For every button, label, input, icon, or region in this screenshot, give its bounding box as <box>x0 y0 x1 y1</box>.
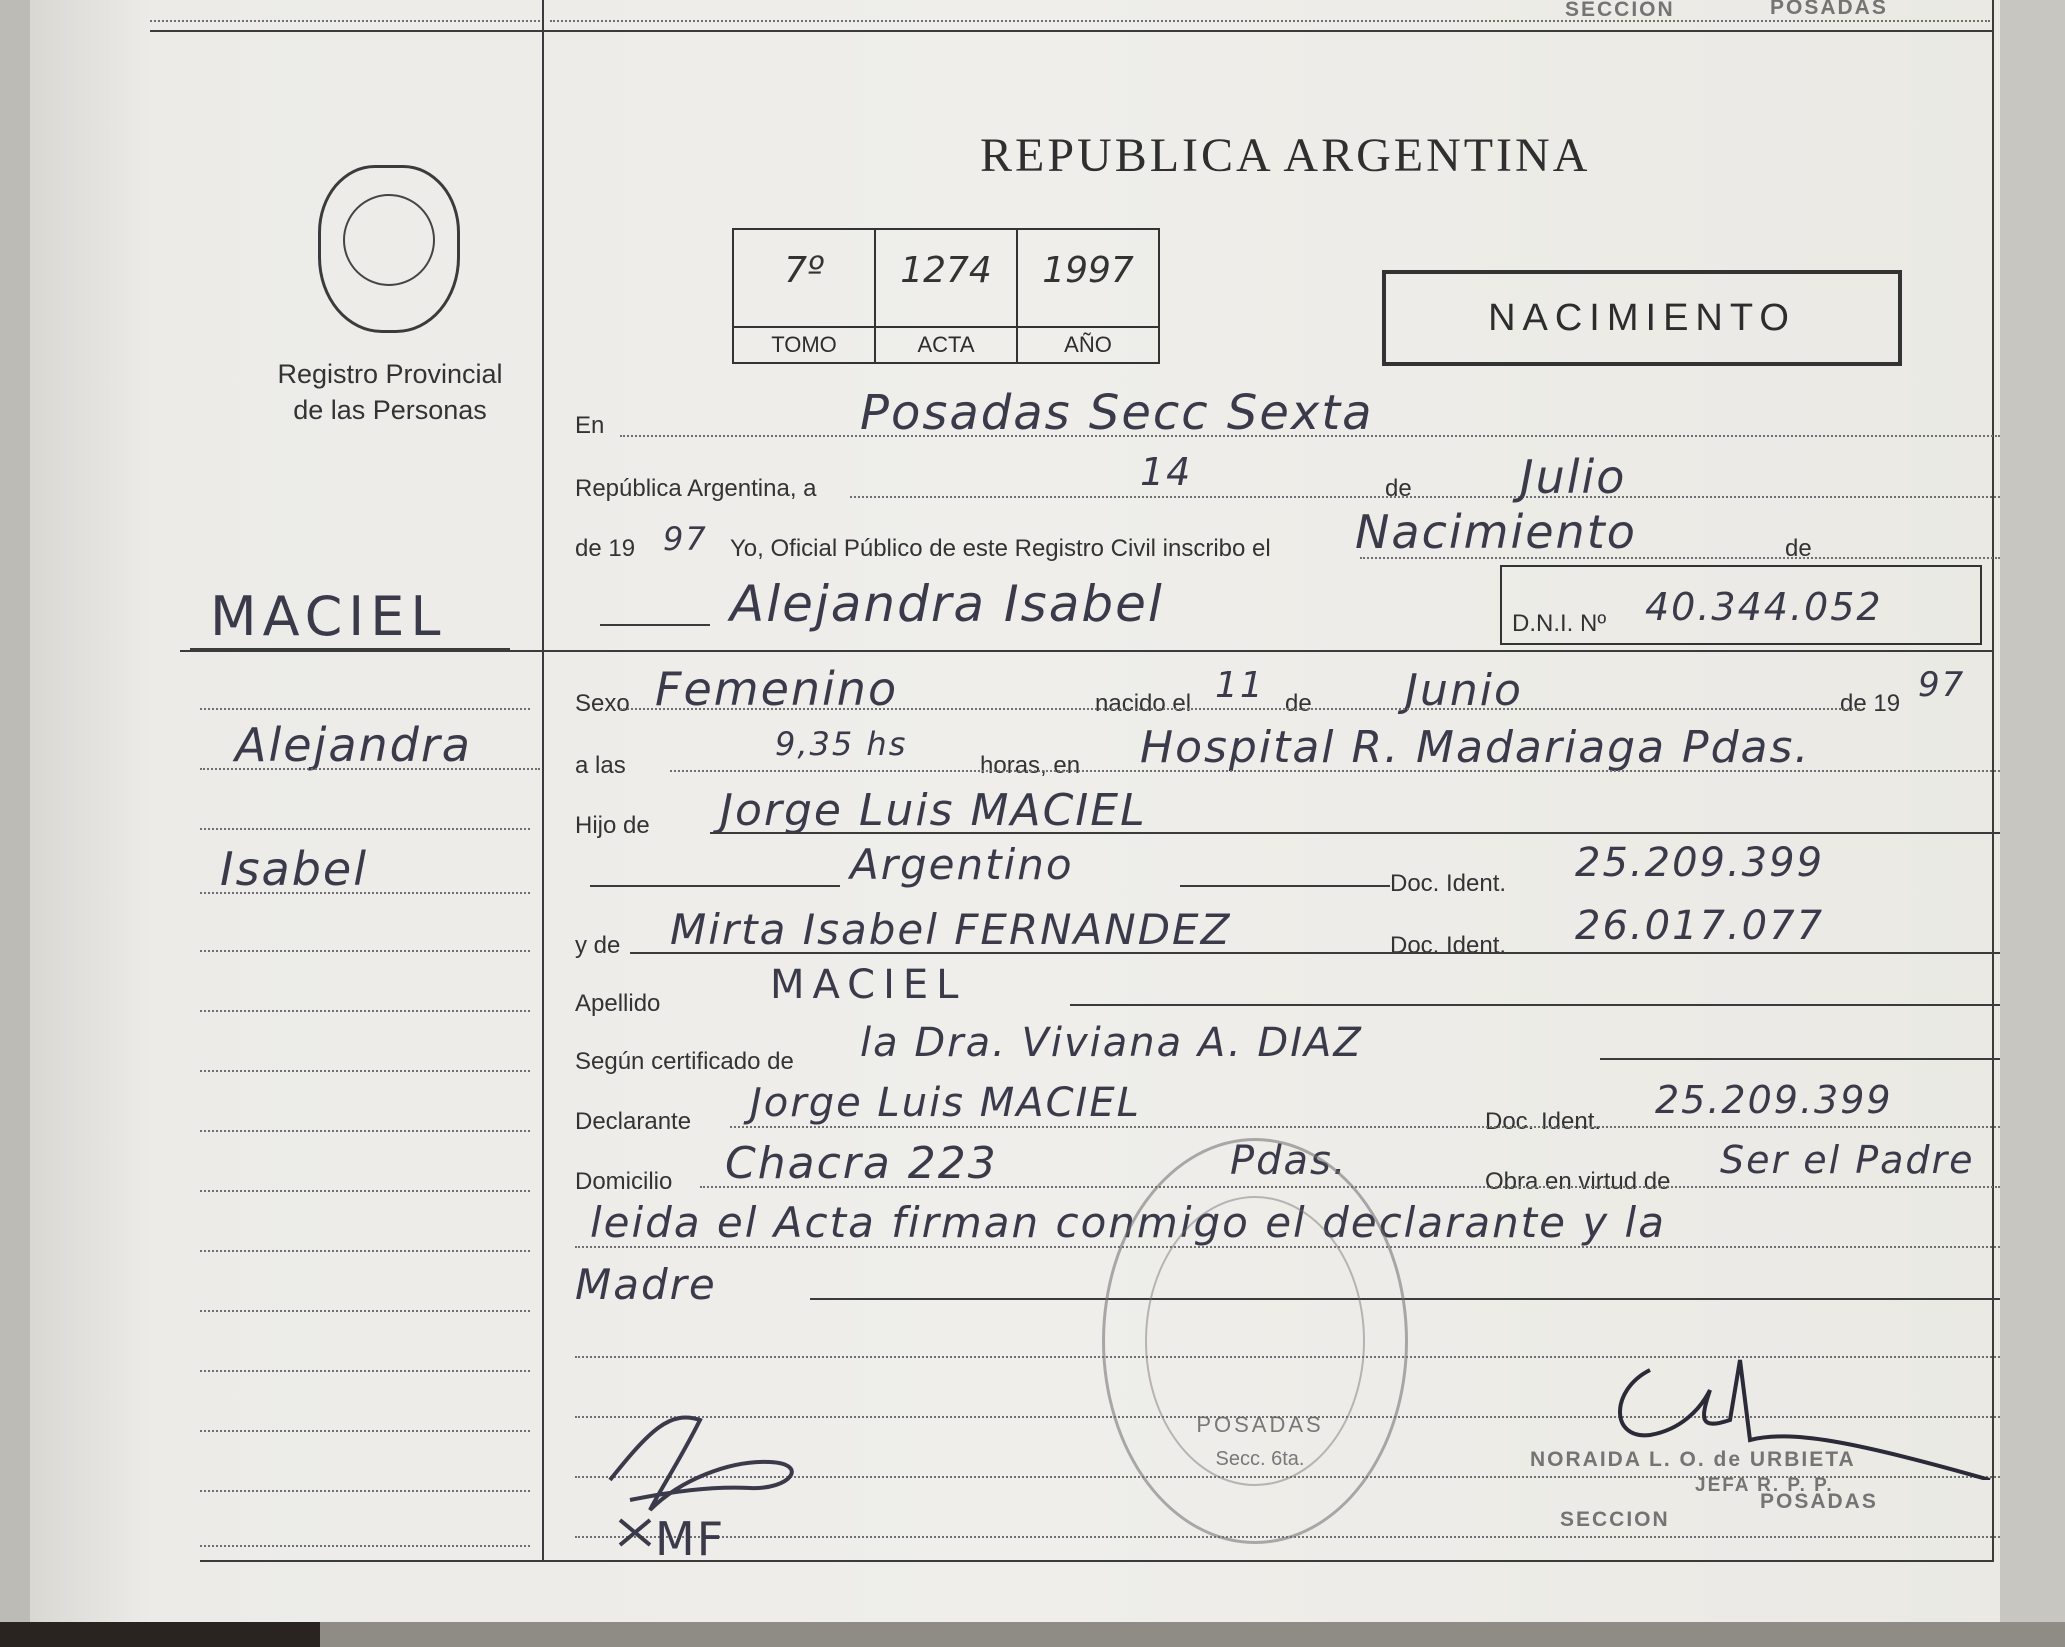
emblem-sun-icon <box>343 194 435 286</box>
entry-dia: 14 <box>1140 450 1193 494</box>
label-segun: Según certificado de <box>575 1048 794 1075</box>
entry-nac-dia: 11 <box>1215 665 1265 706</box>
entry-mes: Julio <box>1520 450 1627 504</box>
top-rule <box>150 30 1992 32</box>
seal-section: Secc. 6ta. <box>1215 1448 1305 1470</box>
entry-declarante-doc: 25.209.399 <box>1655 1078 1893 1122</box>
margin-name-2: Isabel <box>220 842 369 896</box>
officer-title: JEFA R. P. P. <box>1695 1475 1834 1496</box>
top-stamp-seccion: SECCION <box>1565 0 1675 21</box>
tomo-cell: 7º TOMO <box>734 230 876 362</box>
label-de-3: de <box>1285 690 1312 717</box>
entry-dni: 40.344.052 <box>1645 585 1883 629</box>
entry-hora: 9,35 hs <box>775 725 908 763</box>
entry-madre: Mirta Isabel FERNANDEZ <box>670 905 1232 954</box>
label-horas: horas, en <box>980 752 1081 779</box>
label-en: En <box>575 412 605 439</box>
label-hijo: Hijo de <box>575 812 650 839</box>
entry-padre-doc: 25.209.399 <box>1575 840 1825 886</box>
entry-nombre: Alejandra Isabel <box>730 575 1164 633</box>
entry-anio: 97 <box>663 520 708 558</box>
page-title: REPUBLICA ARGENTINA <box>980 129 1591 182</box>
label-doc-2: Doc. Ident. <box>1390 932 1507 959</box>
label-a-las: a las <box>575 752 626 779</box>
entry-nac-anio: 97 <box>1918 665 1966 705</box>
officer-section: SECCION <box>1560 1508 1670 1531</box>
right-border <box>1992 0 1994 1562</box>
officer-signature <box>1590 1350 2010 1480</box>
label-doc-3: Doc. Ident. <box>1485 1108 1602 1135</box>
registry-name: Registro Provincial de las Personas <box>277 359 503 425</box>
misiones-emblem <box>318 165 460 333</box>
entry-inscribe: Nacimiento <box>1355 505 1637 559</box>
officer-city: POSADAS <box>1760 1490 1878 1513</box>
margin-divider <box>542 0 544 1562</box>
acta-cell: 1274 ACTA <box>876 230 1018 362</box>
label-yo: Yo, Oficial Público de este Registro Civil inscribo el <box>730 535 1271 562</box>
entry-sexo: Femenino <box>655 662 899 716</box>
birth-certificate-page <box>30 0 2030 1622</box>
entry-domicilio: Chacra 223 <box>725 1138 998 1189</box>
page-edge <box>2000 0 2065 1647</box>
label-de-1: de <box>1385 475 1412 502</box>
record-table <box>732 228 1160 364</box>
officer-name: NORAIDA L. O. de URBIETA <box>1530 1448 1856 1471</box>
entry-certificado: la Dra. Viviana A. DIAZ <box>860 1020 1363 1066</box>
entry-leida-2: Madre <box>575 1260 717 1309</box>
entry-padre: Jorge Luis MACIEL <box>720 785 1147 836</box>
label-de-19: de 19 <box>575 535 636 562</box>
entry-lugar-nac: Hospital R. Madariaga Pdas. <box>1140 722 1811 773</box>
anio-cell: 1997 AÑO <box>1018 230 1158 362</box>
declarant-signature <box>590 1370 870 1570</box>
entry-domicilio-2: Pdas. <box>1230 1138 1348 1184</box>
seal-city: POSADAS <box>1196 1412 1324 1437</box>
label-domicilio: Domicilio <box>575 1168 673 1195</box>
label-republica: República Argentina, a <box>575 475 817 502</box>
label-dni: D.N.I. Nº <box>1512 610 1607 637</box>
binding-shadow <box>0 1622 2065 1647</box>
label-nacido: nacido el <box>1095 690 1192 717</box>
entry-madre-doc: 26.017.077 <box>1575 903 1825 949</box>
label-de-19b: de 19 <box>1840 690 1901 717</box>
label-apellido: Apellido <box>575 990 661 1017</box>
mother-initials: MF <box>655 1512 726 1566</box>
margin-name-1: Alejandra <box>235 718 472 772</box>
label-doc-1: Doc. Ident. <box>1390 870 1507 897</box>
entry-nac-mes: Junio <box>1405 665 1523 716</box>
label-obra: Obra en virtud de <box>1485 1168 1671 1195</box>
label-y-de: y de <box>575 932 621 959</box>
label-declarante: Declarante <box>575 1108 692 1135</box>
act-type-box: NACIMIENTO <box>1382 270 1902 366</box>
entry-declarante: Jorge Luis MACIEL <box>750 1080 1141 1126</box>
label-sexo: Sexo <box>575 690 630 717</box>
entry-leida-1: leida el Acta firman conmigo el declarante y la <box>590 1198 1666 1247</box>
margin-surname: MACIEL <box>210 585 447 648</box>
entry-padre-nac: Argentino <box>850 840 1074 889</box>
bottom-rule <box>200 1560 1992 1562</box>
top-stamp-posadas: POSADAS <box>1770 0 1888 19</box>
entry-obra: Ser el Padre <box>1720 1138 1975 1182</box>
label-de-2: de <box>1785 535 1812 562</box>
entry-lugar: Posadas Secc Sexta <box>860 385 1374 441</box>
official-seal <box>1102 1138 1408 1544</box>
entry-apellido: MACIEL <box>770 962 967 1008</box>
